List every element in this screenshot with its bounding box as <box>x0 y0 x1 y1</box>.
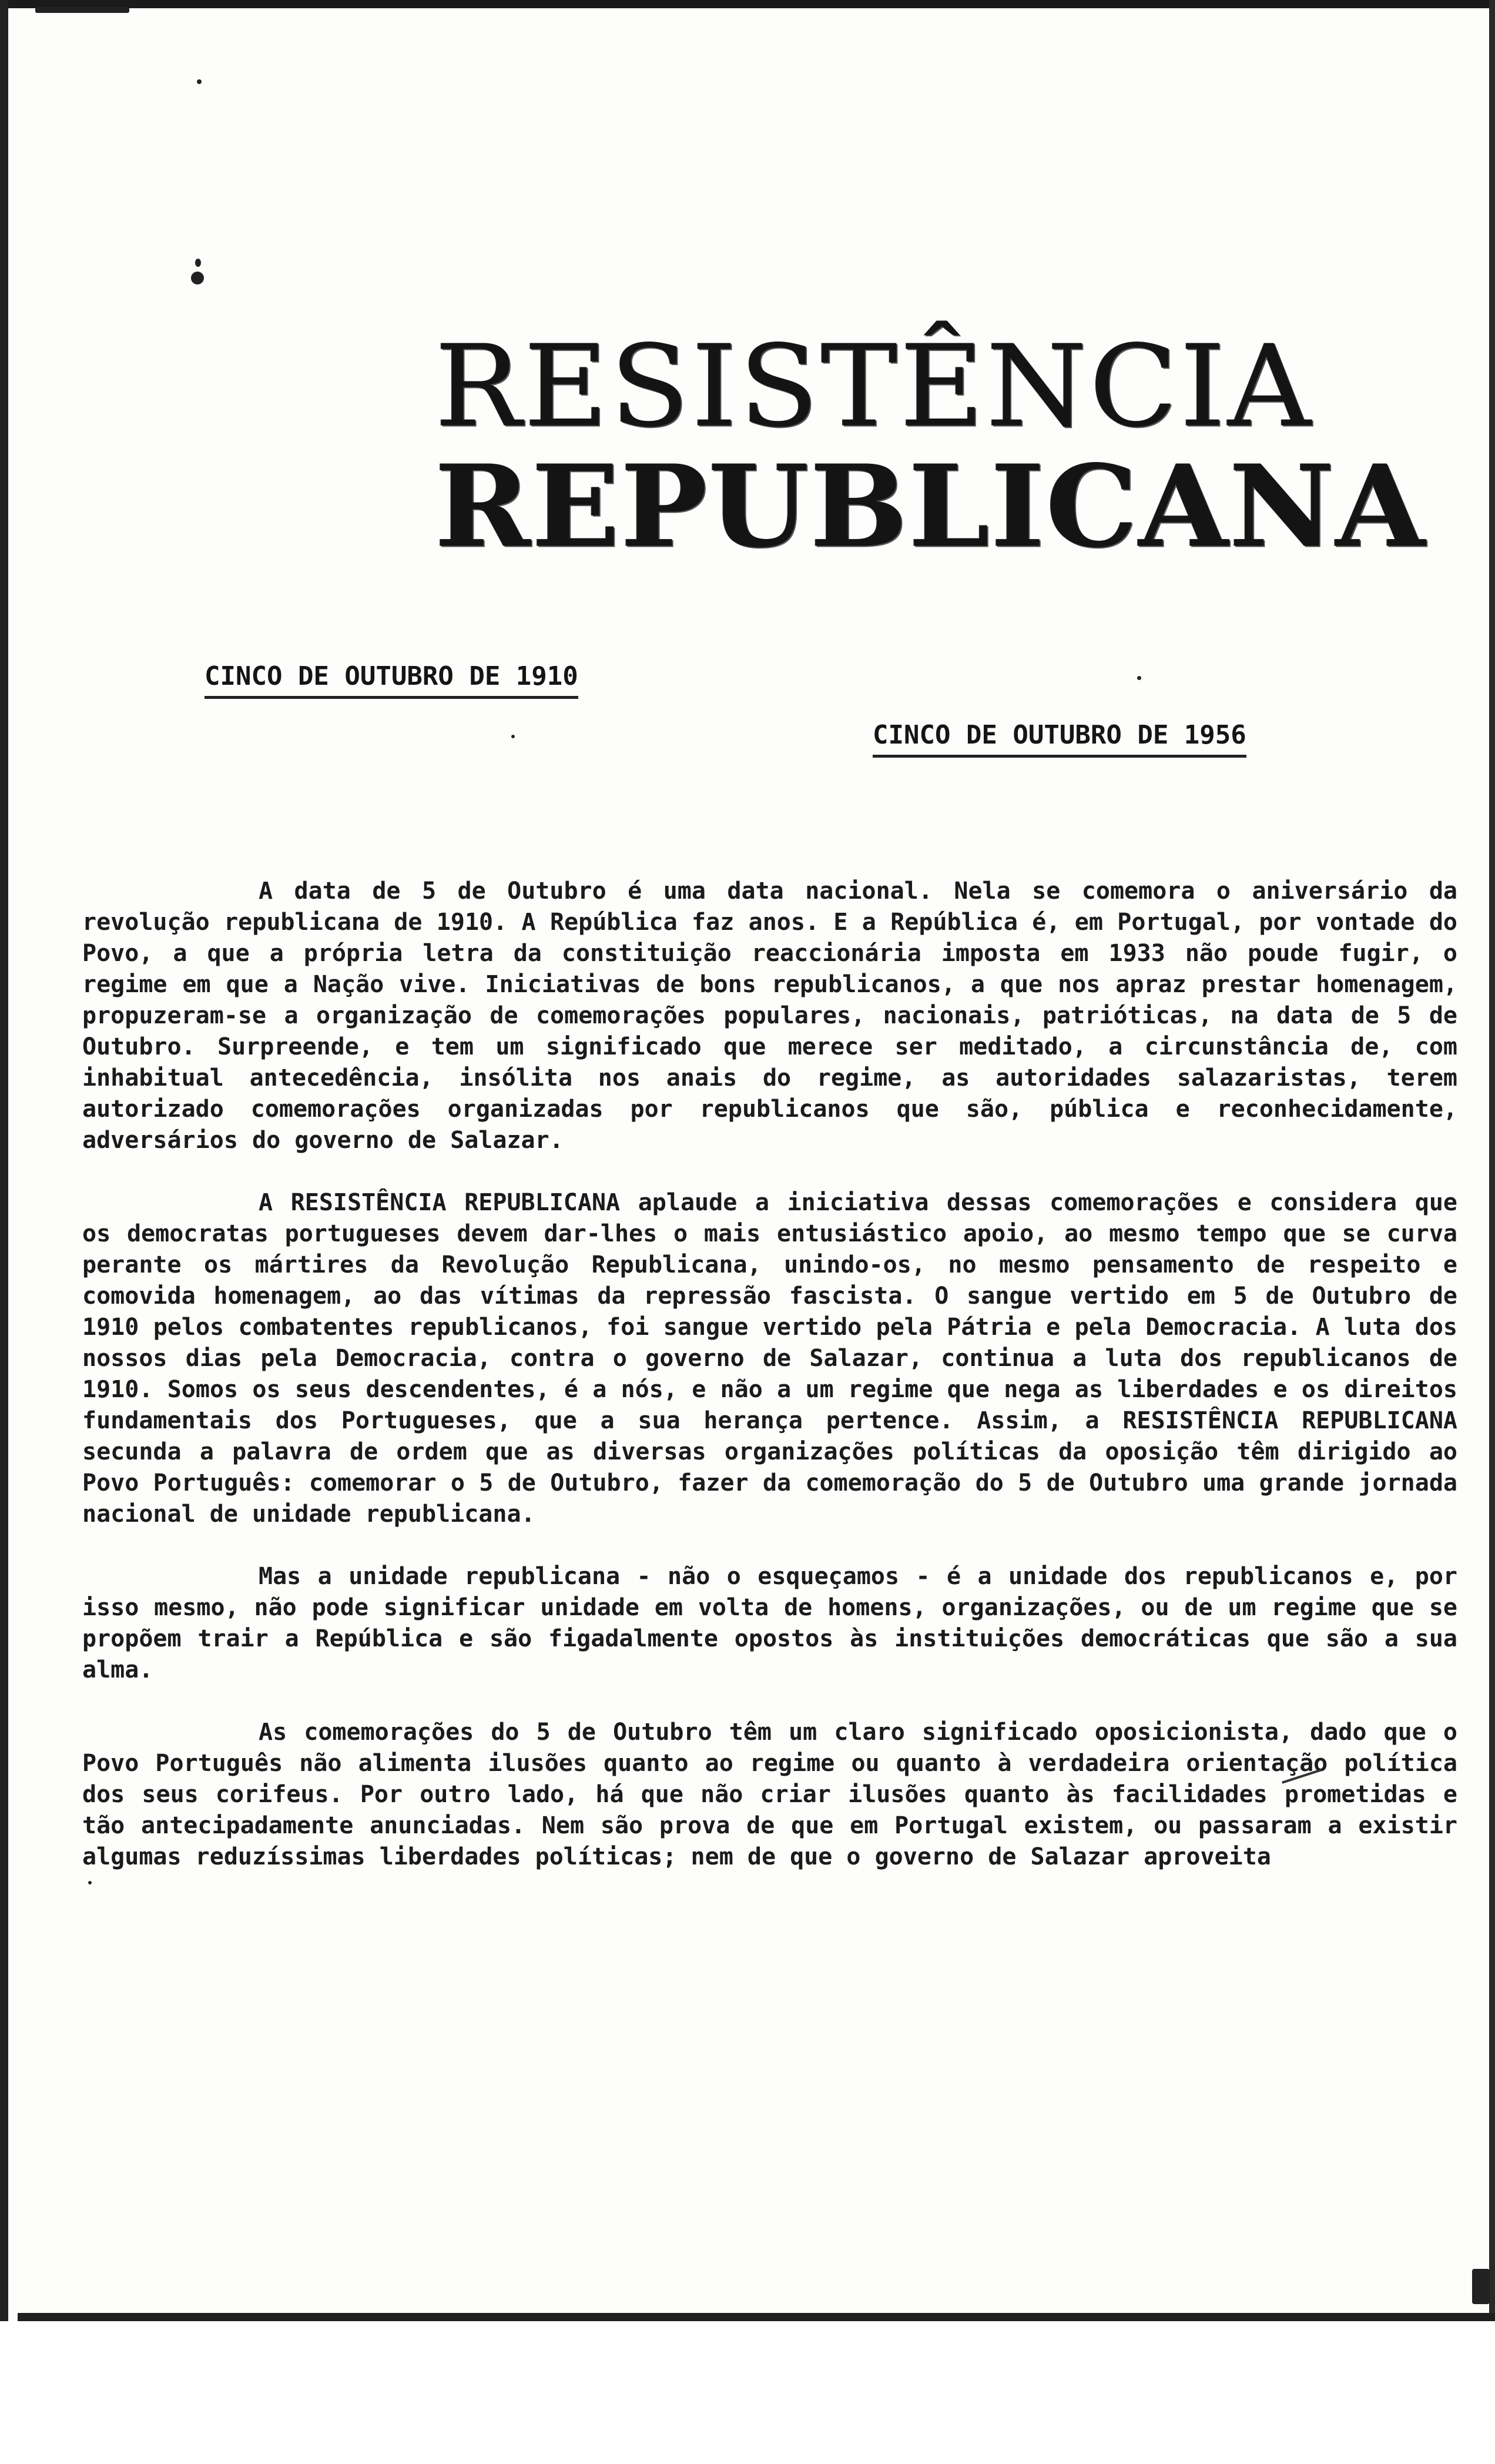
scan-border-left <box>0 0 8 2464</box>
paragraph-1: A data de 5 de Outubro é uma data nacional. Nela se comemora o aniversário da revolução republicana de 1910. A República faz anos. E a República é, em Portugal, por vontade do Povo, a que a própria letra da constituição reaccionária imposta em 1933 não poude fugir, o regime em que a Nação vive. Iniciativas de bons republicanos, a que nos apraz prestar homenagem, propuzeram-se a organização de comemorações populares, nacionais, patrióticas, na data de 5 de Outubro. Surpreende, e tem um significado que merece ser meditado, a circunstância de, com inhabitual antecedência, insólita nos anais do regime, as autoridades salazaristas, terem autorizado comemorações organizadas por republicanos que são, pública e reconhecidamente, adversários do governo de Salazar. <box>82 878 1457 1154</box>
scan-speck <box>1137 676 1141 680</box>
masthead-title <box>435 321 1427 573</box>
scan-speck <box>197 79 202 84</box>
scan-border-top <box>0 0 1495 8</box>
scan-speck <box>1472 2269 1490 2304</box>
scan-speck <box>511 735 515 738</box>
masthead-line-2: REPUBLICANA <box>435 440 1427 573</box>
blank-margin <box>0 2321 1495 2464</box>
article-body <box>82 876 1457 1904</box>
scan-border-bottom <box>18 2313 1495 2321</box>
paragraph-2: A RESISTÊNCIA REPUBLICANA aplaude a iniciativa dessas comemorações e considera que os democratas portugueses devem dar-lhes o mais entusiástico apoio, ao mesmo tempo que se curva perante os mártires da Revolução Republicana, unindo-os, no mesmo pensamento de respeito e comovida homenagem, ao das vítimas da repressão fascista. O sangue vertido em 5 de Outubro de 1910 pelos combatentes republicanos, foi sangue vertido pela Pátria e pela Democracia. A luta dos nossos dias pela Democracia, contra o governo de Salazar, continua a luta dos republicanos de 1910. Somos os seus descendentes, é a nós, e não a um regime que nega as liberdades e os direitos fundamentais dos Portugueses, que a sua herança pertence. Assim, a RESISTÊNCIA REPUBLICANA secunda a palavra de ordem que as diversas organizações políticas da oposição têm dirigido ao Povo Português: comemorar o 5 de Outubro, fazer da comemoração do 5 de Outubro uma grande jornada nacional de unidade republicana. <box>82 1189 1457 1528</box>
masthead-line-1: RESISTÊNCIA <box>435 321 1313 453</box>
paragraph-4: As comemorações do 5 de Outubro têm um claro significado oposicionista, dado que o Povo Português não alimenta ilusões quanto ao regime ou quanto à verdadeira orientação política dos seus corifeus. Por outro lado, há que não criar ilusões quanto às facilidades prometidas e tão antecipadamente anunciadas. Nem são prova de que em Portugal existem, ou passaram a existir algumas reduzíssimas liberdades políticas; nem de que o governo de Salazar aproveita <box>82 1719 1457 1870</box>
scan-border-right <box>1489 0 1495 2316</box>
paragraph-3: Mas a unidade republicana - não o esqueçamos - é a unidade dos republicanos e, por isso mesmo, não pode significar unidade em volta de homens, organizações, ou de um regime que se propõem trair a República e são figadalmente opostos às instituições democráticas que são a sua alma. <box>82 1563 1457 1683</box>
scan-speck <box>191 272 204 284</box>
scan-speck <box>35 7 129 13</box>
scan-speck <box>195 259 201 267</box>
date-heading-1956: CINCO DE OUTUBRO DE 1956 <box>873 720 1246 758</box>
date-heading-1910: CINCO DE OUTUBRO DE 1910 <box>205 661 578 699</box>
